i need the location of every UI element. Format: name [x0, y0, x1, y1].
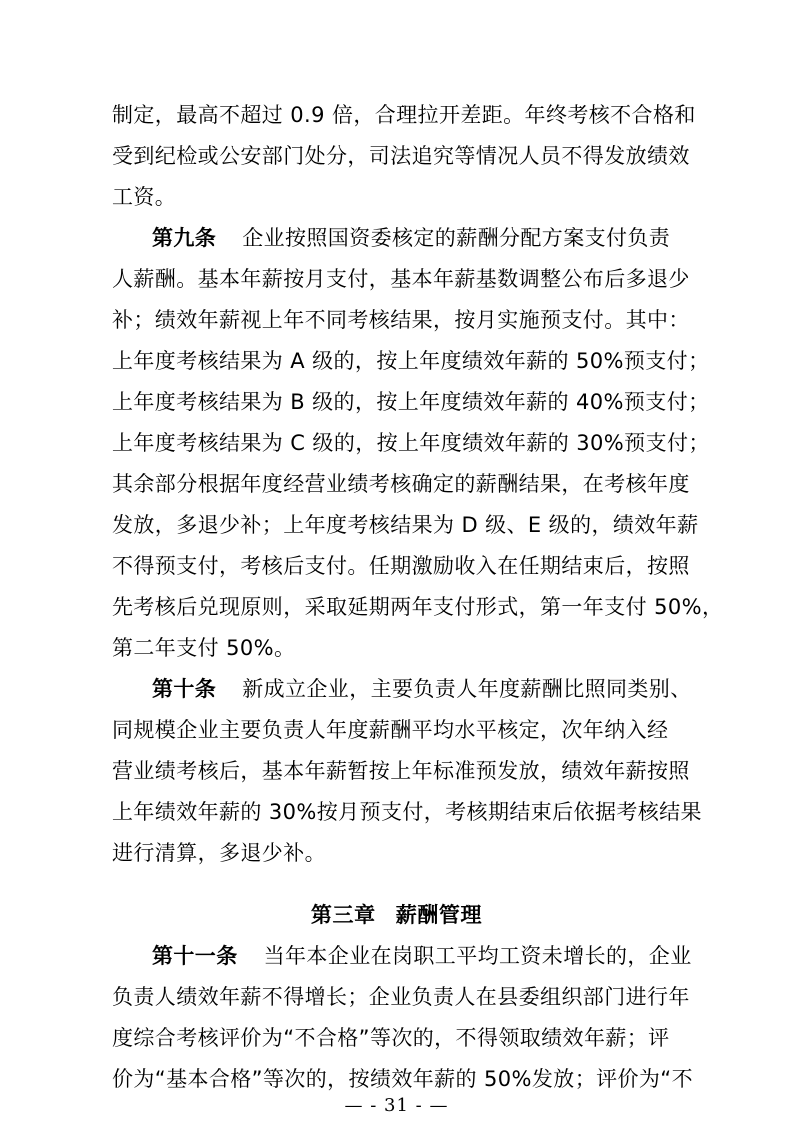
paragraph-line: 其余部分根据年度经营业绩考核确定的薪酬结果，在考核年度: [112, 472, 690, 496]
paragraph-line: 受到纪检或公安部门处分，司法追究等情况人员不得发放绩效: [112, 144, 690, 168]
chapter-number: 第三章: [310, 903, 376, 927]
paragraph-line: 负责人绩效年薪不得增长；企业负责人在县委组织部门进行年: [112, 985, 690, 1009]
paragraph-line: 度综合考核评价为“不合格”等次的，不得领取绩效年薪；评: [112, 1026, 670, 1050]
paragraph-line: 营业绩考核后，基本年薪暂按上年标准预发放，绩效年薪按照: [112, 759, 690, 783]
article-11-label: 第十一条: [152, 944, 238, 968]
article-9-label: 第九条: [152, 226, 217, 250]
paragraph-line: 制定，最高不超过 0.9 倍，合理拉开差距。年终考核不合格和: [112, 103, 696, 127]
paragraph-line: 人薪酬。基本年薪按月支付，基本年薪基数调整公布后多退少: [112, 267, 690, 291]
paragraph-line: 上年绩效年薪的 30%按月预支付，考核期结束后依据考核结果: [112, 800, 702, 824]
paragraph-line: 第二年支付 50%。: [112, 636, 296, 660]
chapter-heading: [0, 900, 793, 930]
paragraph-line: 价为“基本合格”等次的，按绩效年薪的 50%发放；评价为“不: [112, 1067, 693, 1091]
paragraph-line: 上年度考核结果为 C 级的，按上年度绩效年薪的 30%预支付；: [112, 431, 710, 455]
chapter-title: 薪酬管理: [395, 903, 483, 927]
page-number: — - 31 - —: [344, 1095, 449, 1116]
article-10-text: 新成立企业，主要负责人年度薪酬比照同类别、: [242, 677, 692, 701]
paragraph-line: 工资。: [112, 185, 177, 209]
article-10-label: 第十条: [152, 677, 217, 701]
article-11-text: 当年本企业在岗职工平均工资未增长的，企业: [263, 944, 692, 968]
article-11-first-line: [152, 941, 692, 971]
paragraph-line: 上年度考核结果为 A 级的，按上年度绩效年薪的 50%预支付；: [112, 349, 710, 373]
paragraph-line: 进行清算，多退少补。: [112, 841, 326, 865]
article-9-first-line: [152, 223, 688, 253]
article-10-first-line: [152, 674, 692, 704]
article-9-text: 企业按照国资委核定的薪酬分配方案支付负责: [242, 226, 671, 250]
paragraph-line: 先考核后兑现原则，采取延期两年支付形式，第一年支付 50%，: [112, 595, 724, 619]
paragraph-line: 补；绩效年薪视上年不同考核结果，按月实施预支付。其中：: [112, 308, 690, 332]
paragraph-line: 上年度考核结果为 B 级的，按上年度绩效年薪的 40%预支付；: [112, 390, 710, 414]
paragraph-line: 发放，多退少补；上年度考核结果为 D 级、E 级的，绩效年薪: [112, 513, 699, 537]
paragraph-line: 同规模企业主要负责人年度薪酬平均水平核定，次年纳入经: [112, 718, 669, 742]
paragraph-line: 不得预支付，考核后支付。任期激励收入在任期结束后，按照: [112, 554, 690, 578]
